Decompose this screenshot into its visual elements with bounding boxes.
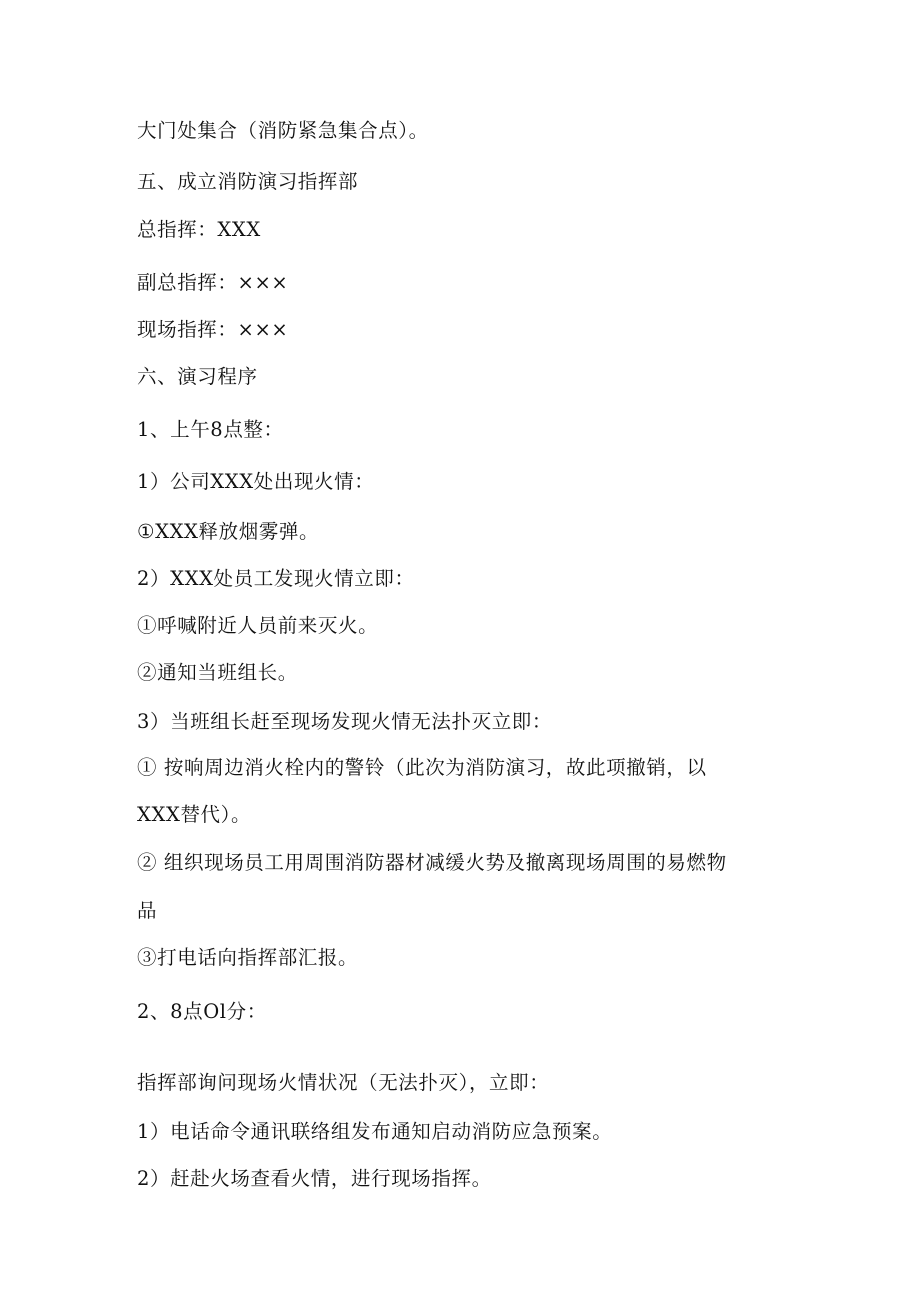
text-line-notify-leader: ②通知当班组长。 bbox=[137, 661, 298, 684]
text-line-smoke-bomb: ①XXX释放烟雾弹。 bbox=[137, 520, 320, 543]
text-line-staff-discover: 2）XXX处员工发现火情立即： bbox=[137, 567, 415, 590]
text-line-step-2: 2、8点Ol分： bbox=[137, 1000, 267, 1023]
text-line-command-inquiry: 指挥部询问现场火情状况（无法扑灭），立即： bbox=[137, 1071, 550, 1094]
text-line-deputy-commander: 副总指挥：××× bbox=[137, 271, 289, 294]
text-line-phone-order: 1）电话命令通讯联络组发布通知启动消防应急预案。 bbox=[137, 1120, 613, 1143]
text-line-site-commander: 现场指挥：××× bbox=[137, 318, 289, 341]
section-heading-command: 五、成立消防演习指挥部 bbox=[137, 170, 359, 193]
section-heading-procedure: 六、演习程序 bbox=[137, 365, 258, 388]
text-line-leader-arrives: 3）当班组长赶至现场发现火情无法扑灭立即： bbox=[137, 710, 553, 733]
text-line-organize-staff-cont: 品 bbox=[137, 899, 158, 922]
text-line-rush-to-fire: 2）赶赴火场查看火情，进行现场指挥。 bbox=[137, 1167, 492, 1190]
text-line-fire-occurs: 1）公司XXX处出现火情： bbox=[137, 470, 375, 493]
text-line-chief-commander: 总指挥：XXX bbox=[137, 218, 261, 241]
text-line-step-1: 1、上午8点整： bbox=[137, 418, 284, 441]
text-line-alarm-bell-cont: XXX替代）。 bbox=[137, 803, 252, 826]
text-line-organize-staff: ② 组织现场员工用周围消防器材减缓火势及撤离现场周围的易燃物 bbox=[137, 851, 727, 874]
text-line-assembly: 大门处集合（消防紧急集合点）。 bbox=[137, 119, 429, 142]
text-line-report-call: ③打电话向指挥部汇报。 bbox=[137, 946, 359, 969]
text-line-call-nearby: ①呼喊附近人员前来灭火。 bbox=[137, 614, 379, 637]
text-line-alarm-bell: ① 按响周边消火栓内的警铃（此次为消防演习，故此项撤销，以 bbox=[137, 756, 707, 779]
